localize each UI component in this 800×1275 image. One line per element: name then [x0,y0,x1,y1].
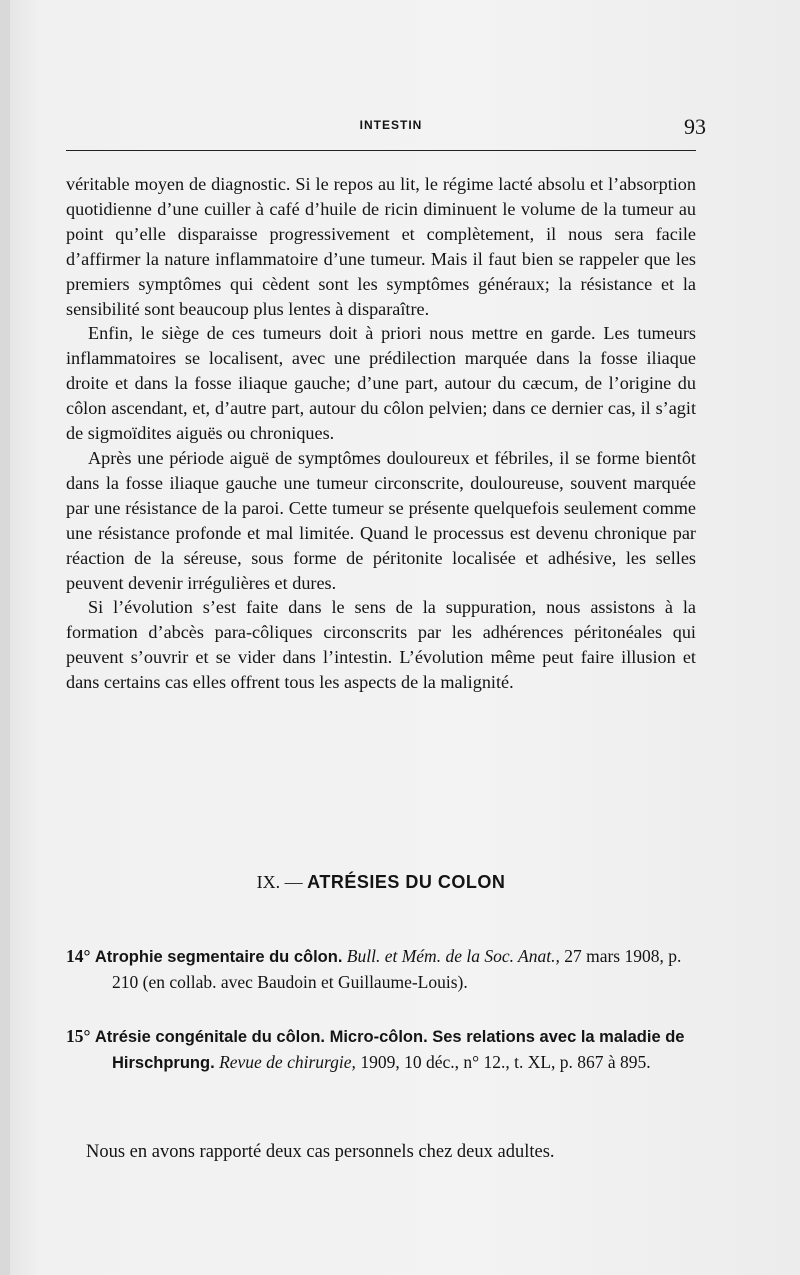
body-text [66,172,696,695]
paragraph: Enfin, le siège de ces tumeurs doit à priori nous mettre en garde. Les tumeurs inflammatoires se localisent, avec une prédilection marquée dans la fosse iliaque droite et dans la fosse iliaque gauche; d’une part, autour du cæcum, de l’origine du côlon ascendant, et, d’autre part, autour du côlon pelvien; dans ce dernier cas, il s’agit de sigmoïdites aiguës ou chroniques. [66,323,696,444]
running-title: INTESTIN [359,118,423,132]
reference-source: Bull. et Mém. de la Soc. Anat., [346,946,560,966]
reference-number: 15° [66,1026,91,1046]
reference-entry [66,944,696,995]
reference-details: 27 mars 1908, p. 210 (en collab. avec Baudoin et Guillaume-Louis). [112,946,682,992]
section-number: IX. — [256,872,303,892]
header-rule [66,150,696,151]
section-heading [66,872,696,893]
reference-source: Revue de chirurgie, [219,1052,356,1072]
page-header [76,112,706,142]
reference-entry [66,1024,696,1076]
page-number: 93 [684,114,706,139]
reference-number: 14° [66,946,91,966]
section-title: ATRÉSIES DU COLON [307,872,506,892]
paragraph: véritable moyen de diagnostic. Si le repos au lit, le régime lacté absolu et l’absorption quotidienne d’une cuiller à café d’huile de ricin diminuent le volume de la tumeur au point qu’elle disparaisse progressivement et complètement, il nous sera facile d’affirmer la nature inflammatoire d’une tumeur. Mais il faut bien se rappeler que les premiers symptômes qui cèdent sont les symptômes généraux; la résistance et la sensibilité sont beaucoup plus lentes à disparaître. [66,174,696,319]
paragraph: Après une période aiguë de symptômes douloureux et fébriles, il se forme bientôt dans la fosse iliaque gauche une tumeur circonscrite, douloureuse, souvent marquée par une résistance de la paroi. Cette tumeur se présente quelquefois seulement comme une résistance profonde et mal limitée. Quand le processus est devenu chronique par réaction de la séreuse, sous forme de péritonite localisée et adhésive, les selles peuvent devenir irrégulières et dures. [66,447,696,593]
reference-title: Atrésie congénitale du côlon. Micro-côlon. Ses relations avec la maladie de Hirschprung. [94,1028,685,1072]
reference-title: Atrophie segmentaire du côlon. [94,948,343,966]
reference-details: 1909, 10 déc., n° 12., t. XL, p. 867 à 895. [360,1052,651,1072]
closing-paragraph: Nous en avons rapporté deux cas personnels chez deux adultes. [86,1142,555,1162]
paragraph: Si l’évolution s’est faite dans le sens de la suppuration, nous assistons à la formation d’abcès para-côliques circonscrits par les adhérences péritonéales qui peuvent s’ouvrir et se vider dans l’intestin. L’évolution même peut faire illusion et dans certains cas elles offrent tous les aspects de la malignité. [66,597,696,693]
